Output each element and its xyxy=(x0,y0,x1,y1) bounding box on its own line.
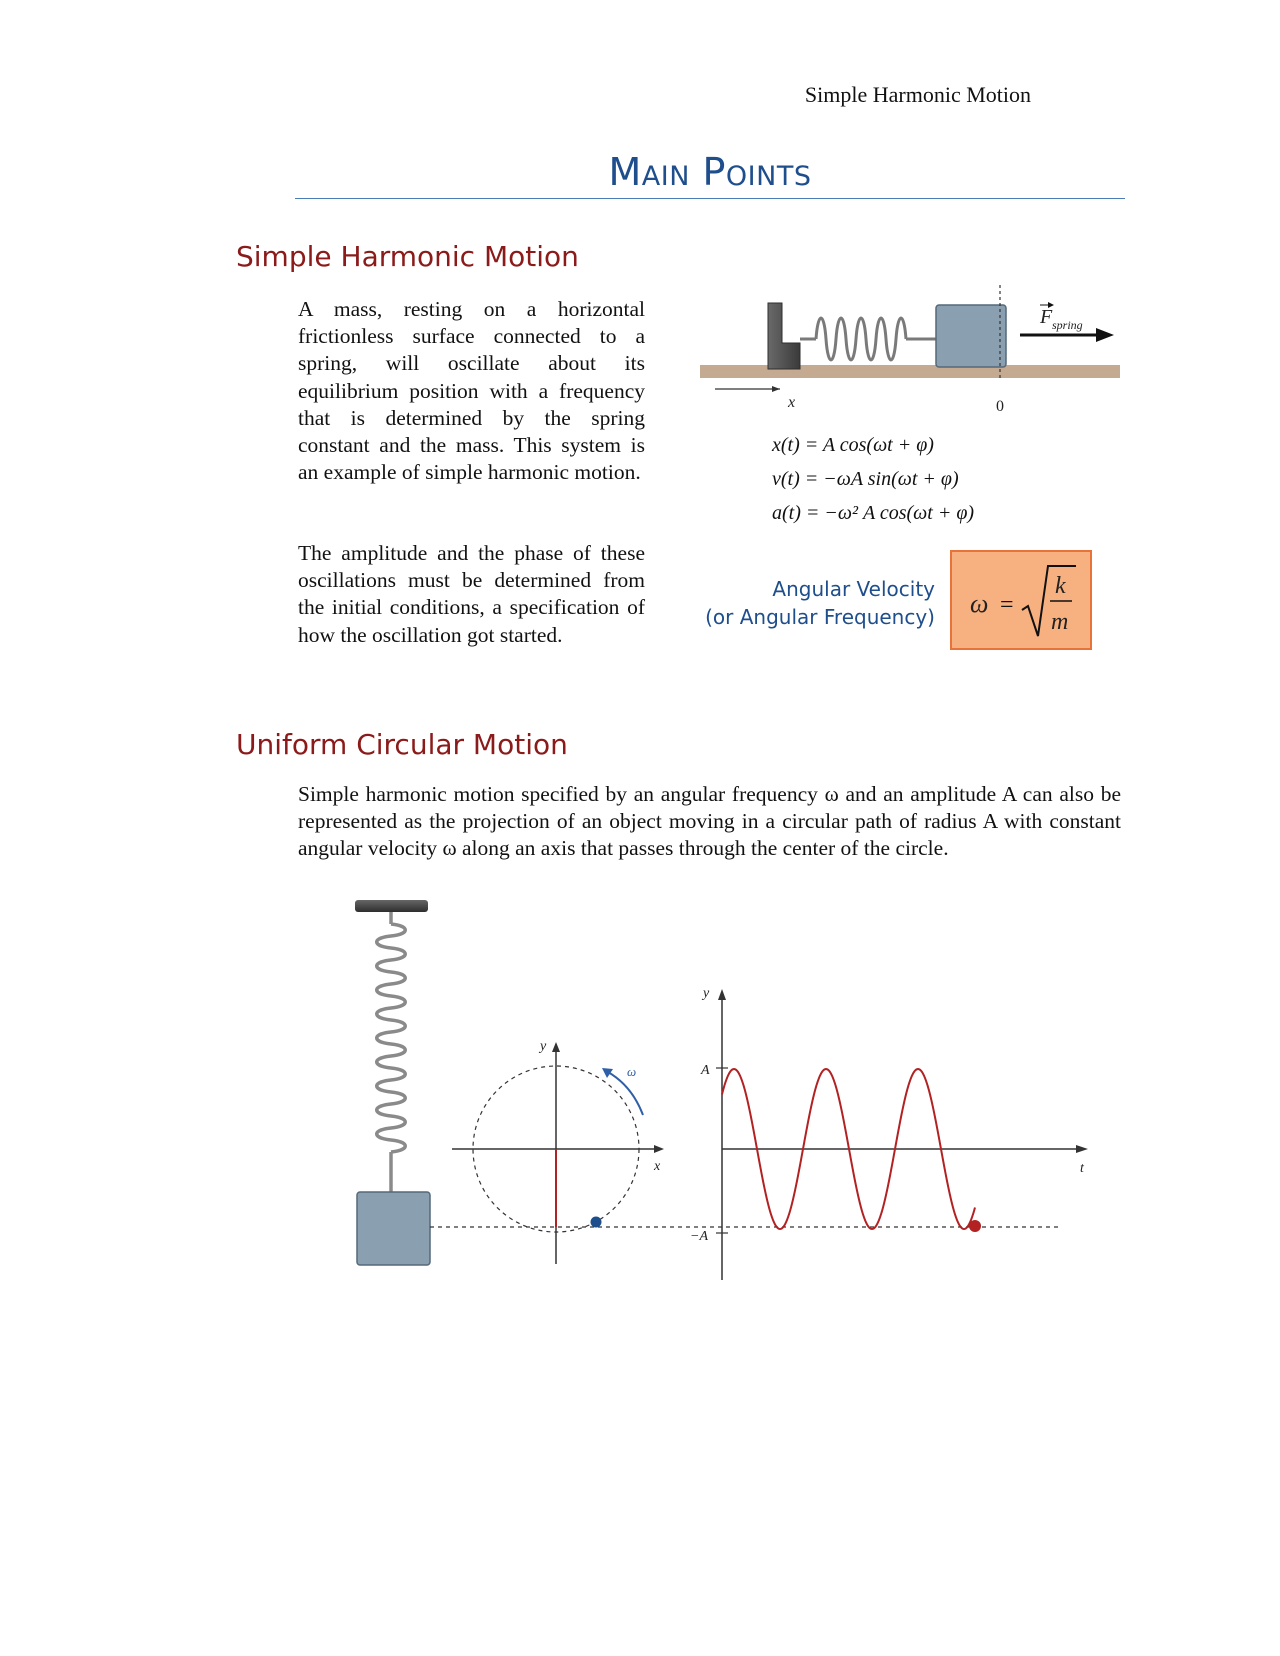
angular-velocity-label xyxy=(700,575,935,631)
running-header: Simple Harmonic Motion xyxy=(804,82,1031,107)
ucm-paragraph: Simple harmonic motion specified by an angular frequency ω and an amplitude A can also be represented as the projection of an object moving in a circular path of radius A with constant angular velocity ω along an axis that passes through the center of the circle. xyxy=(298,782,1121,861)
mass-block xyxy=(936,305,1006,367)
wave-endpoint xyxy=(969,1220,981,1232)
spring-mass-figure xyxy=(700,285,1130,415)
graph-t-label: t xyxy=(1080,1161,1084,1176)
wall-bracket xyxy=(768,303,800,369)
force-subscript: spring xyxy=(1052,318,1083,332)
main-title: Main Points xyxy=(608,150,812,194)
fraction-numerator: k xyxy=(1055,573,1066,599)
section-heading-ucm: Uniform Circular Motion xyxy=(236,728,568,761)
circle-y-label: y xyxy=(540,1039,547,1054)
horizontal-spring xyxy=(800,318,936,360)
angular-velocity-line2: (or Angular Frequency) xyxy=(705,605,935,629)
rotation-arrow xyxy=(608,1072,643,1115)
angular-velocity-line1: Angular Velocity xyxy=(772,577,935,601)
fraction-denominator: m xyxy=(1051,609,1069,635)
equation-acceleration: a(t) = −ω² A cos(ωt + φ) xyxy=(772,502,975,524)
orbiting-point xyxy=(591,1217,602,1228)
graph-y-label: y xyxy=(703,986,710,1001)
vertical-spring xyxy=(377,912,406,1192)
amplitude-negative-label: −A xyxy=(690,1229,708,1244)
circular-motion-figure xyxy=(340,890,1120,1290)
ceiling-mount xyxy=(355,900,428,912)
omega-symbol: ω xyxy=(970,589,989,618)
hanging-mass xyxy=(357,1192,430,1265)
force-symbol: F xyxy=(1040,306,1053,328)
amplitude-positive-label: A xyxy=(701,1063,710,1078)
equals-sign: = xyxy=(1000,592,1014,618)
circle-x-label: x xyxy=(654,1159,661,1174)
zero-label: 0 xyxy=(996,398,1004,415)
equation-velocity: v(t) = −ωA sin(ωt + φ) xyxy=(772,468,959,490)
omega-rotation-label: ω xyxy=(627,1064,637,1079)
equation-position: x(t) = A cos(ωt + φ) xyxy=(772,434,934,456)
floor xyxy=(700,365,1120,378)
angular-velocity-formula-box xyxy=(950,550,1092,650)
shm-paragraph-2: The amplitude and the phase of these oscillations must be determined from the initial conditions, a specification of how the oscillation got started. xyxy=(298,541,645,647)
x-label: x xyxy=(788,394,796,411)
section-heading-shm: Simple Harmonic Motion xyxy=(236,240,579,273)
shm-paragraph-1: A mass, resting on a horizontal frictionless surface connected to a spring, will oscillate about its equilibrium position with a frequency that is determined by the spring constant and the mass. This system is an example of simple harmonic motion. xyxy=(298,297,645,485)
title-rule xyxy=(295,198,1125,199)
